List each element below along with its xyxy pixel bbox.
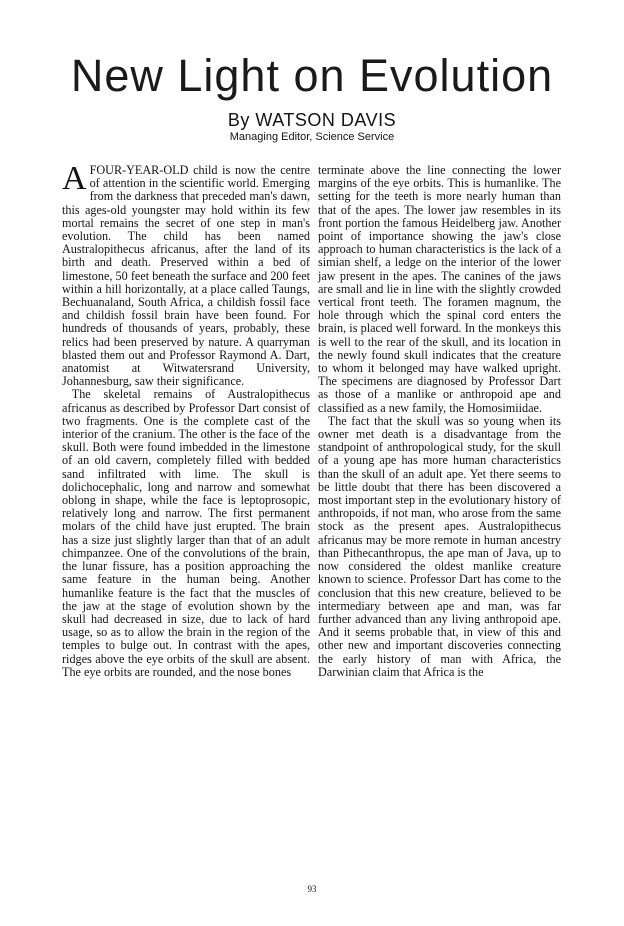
- paragraph-3: terminate above the line connecting the lower margins of the eye orbits. This is humanlike. The setting for the teeth is more nearly human than that of the apes. The lower jaw resembles in its front portion the famous Heidelberg jaw. Another point of importance showing the jaw's close approach to human characteristics is the lack of a simian shelf, a ledge on the interior of the lower jaw present in the apes. The canines of the jaws are small and lie in line with the slightly crowded vertical front teeth. The foramen magnum, the hole through which the spinal cord enters the brain, is placed well forward. In the monkeys this is well to the rear of the skull, and its location in the newly found skull indicates that the creature to whom it belonged may have walked upright. The specimens are diagnosed by Professor Dart as those of a manlike or anthropoid ape and classified as a new family, the Homosimiidae.: [318, 163, 561, 415]
- drop-cap: A: [62, 160, 87, 197]
- paragraph-1: [62, 160, 310, 389]
- paragraph-4: The fact that the skull was so young when its owner met death is a disadvantage from the standpoint of anthropological study, for the skull of a young ape has more human characteristics than the skull of an adult ape. Yet there seems to be little doubt that there has been discovered a most important step in the evolutionary history of anthropoids, if not man, who arose from the same stock as the present apes. Australopithecus africanus may be more remote in human ancestry than Pithecanthropus, the ape man of Java, up to now considered the oldest manlike creature known to science. Professor Dart has come to the conclusion that this new creature, believed to be intermediary between ape and man, was far further advanced than any living anthropoid ape. And it seems probable that, in view of this and other new and important discoveries connecting the early history of man with Africa, the Darwinian claim that Africa is the: [318, 413, 561, 679]
- paragraph-1-text: FOUR-YEAR-OLD child is now the centre of attention in the scientific world. Emerging from the darkness that preceded man's dawn, this ages-old youngster may hold within its few mortal remains the secret of one step in man's evolution. The child has been named Australopithecus africanus, after the land of its birth and death. Preserved within a bed of limestone, 50 feet beneath the surface and 200 feet within a hill horizontally, at a place called Taungs, Bechuanaland, South Africa, a childish fossil face and childish fossil brain have been found. For hundreds of thousands of years, probably, these relics had been preserved by nature. A quarryman blasted them out and Professor Raymond A. Dart, anatomist at Witwatersrand University, Johannesburg, saw their significance.: [62, 163, 310, 389]
- page-number: 93: [307, 884, 317, 894]
- paragraph-2: The skeletal remains of Australopithecus africanus as described by Professor Dart consist of two fragments. One is the complete cast of the interior of the cranium. The other is the face of the skull. Both were found imbedded in the limestone of an old cavern, completely filled with bedded sand infiltrated with lime. The skull is dolichocephalic, long and narrow and somewhat oblong in shape, while the face is leptoprosopic, relatively long and narrow. The first permanent molars of the child have just erupted. The brain has a size just slightly larger than that of an adult chimpanzee. One of the convolutions of the brain, the lunar fissure, has a position approaching the same feature in the human being. Another humanlike feature is the fact that the muscles of the jaw at the stage of evolution shown by the skull had decreased in size, due to lack of hard usage, so as to allow the brain in the region of the temples to bulge out. In contrast with the apes, ridges above the eye orbits of the skull are absent. The eye orbits are rounded, and the nose bones: [62, 387, 310, 679]
- author-byline: By WATSON DAVIS: [227, 110, 397, 130]
- author-affiliation: Managing Editor, Science Service: [229, 131, 395, 143]
- left-column: [62, 160, 310, 679]
- article-title: New Light on Evolution: [70, 50, 554, 101]
- right-column: [318, 164, 561, 679]
